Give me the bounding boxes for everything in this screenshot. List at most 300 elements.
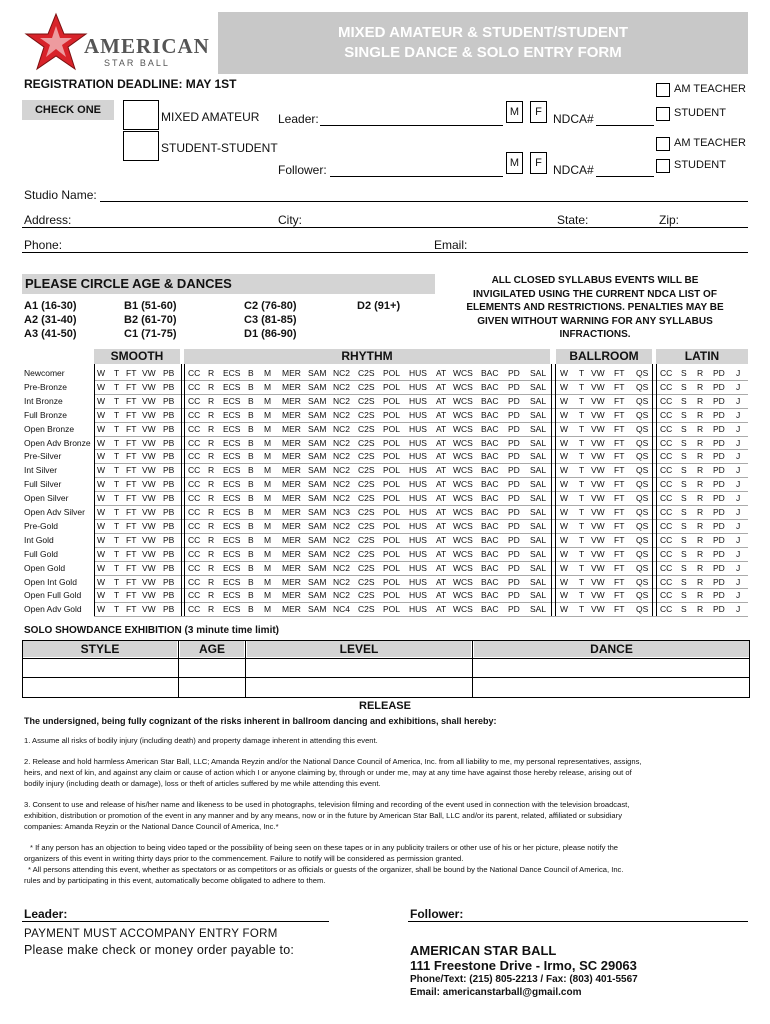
- ballroom-dance-option[interactable]: T: [579, 381, 585, 392]
- smooth-dance-option[interactable]: T: [114, 493, 120, 504]
- smooth-dance-option[interactable]: VW: [142, 409, 156, 420]
- smooth-dance-option[interactable]: T: [114, 437, 120, 448]
- rhythm-dance-option[interactable]: M: [264, 576, 272, 587]
- latin-dance-option[interactable]: R: [697, 548, 704, 559]
- rhythm-dance-option[interactable]: MER: [282, 423, 301, 434]
- smooth-dance-option[interactable]: FT: [126, 479, 137, 490]
- rhythm-dance-option[interactable]: NC2: [333, 381, 351, 392]
- rhythm-dance-option[interactable]: WCS: [453, 493, 473, 504]
- smooth-dance-option[interactable]: T: [114, 479, 120, 490]
- ballroom-dance-option[interactable]: W: [560, 507, 569, 517]
- ballroom-dance-option[interactable]: W: [560, 409, 569, 420]
- rhythm-dance-option[interactable]: POL: [383, 493, 401, 504]
- smooth-dance-option[interactable]: FT: [126, 437, 137, 448]
- rhythm-dance-option[interactable]: SAM: [308, 493, 327, 504]
- ballroom-dance-option[interactable]: VW: [591, 548, 605, 559]
- latin-dance-option[interactable]: PD: [713, 548, 725, 559]
- ballroom-dance-option[interactable]: VW: [591, 409, 605, 420]
- latin-dance-option[interactable]: PD: [713, 493, 725, 504]
- rhythm-dance-option[interactable]: SAM: [308, 507, 327, 517]
- rhythm-dance-option[interactable]: R: [208, 548, 215, 559]
- rhythm-dance-option[interactable]: CC: [188, 465, 201, 476]
- smooth-dance-option[interactable]: PB: [163, 381, 175, 392]
- smooth-dance-option[interactable]: T: [114, 451, 120, 462]
- rhythm-dance-option[interactable]: CC: [188, 604, 201, 615]
- rhythm-dance-option[interactable]: WCS: [453, 507, 473, 517]
- latin-dance-option[interactable]: R: [697, 451, 704, 462]
- rhythm-dance-option[interactable]: BAC: [481, 368, 499, 378]
- latin-dance-option[interactable]: CC: [660, 451, 673, 462]
- ballroom-dance-option[interactable]: W: [560, 520, 569, 531]
- rhythm-dance-option[interactable]: ECS: [223, 437, 241, 448]
- rhythm-dance-option[interactable]: M: [264, 590, 272, 601]
- latin-dance-option[interactable]: PD: [713, 381, 725, 392]
- latin-dance-option[interactable]: R: [697, 493, 704, 504]
- rhythm-dance-option[interactable]: PD: [508, 451, 520, 462]
- rhythm-dance-option[interactable]: B: [248, 576, 254, 587]
- ballroom-dance-option[interactable]: W: [560, 381, 569, 392]
- rhythm-dance-option[interactable]: R: [208, 409, 215, 420]
- latin-dance-option[interactable]: R: [697, 534, 704, 545]
- rhythm-dance-option[interactable]: BAC: [481, 507, 499, 517]
- latin-dance-option[interactable]: CC: [660, 368, 673, 378]
- rhythm-dance-option[interactable]: SAL: [530, 423, 547, 434]
- rhythm-dance-option[interactable]: POL: [383, 604, 401, 615]
- smooth-dance-option[interactable]: PB: [163, 465, 175, 476]
- rhythm-dance-option[interactable]: POL: [383, 368, 401, 378]
- rhythm-dance-option[interactable]: B: [248, 368, 254, 378]
- smooth-dance-option[interactable]: W: [97, 479, 106, 490]
- rhythm-dance-option[interactable]: C2S: [358, 548, 375, 559]
- rhythm-dance-option[interactable]: SAM: [308, 534, 327, 545]
- ballroom-dance-option[interactable]: W: [560, 576, 569, 587]
- ballroom-dance-option[interactable]: FT: [614, 507, 625, 517]
- smooth-dance-option[interactable]: W: [97, 507, 106, 517]
- age-a2[interactable]: A2 (31-40): [24, 314, 77, 326]
- smooth-dance-option[interactable]: PB: [163, 590, 175, 601]
- rhythm-dance-option[interactable]: ECS: [223, 590, 241, 601]
- rhythm-dance-option[interactable]: R: [208, 534, 215, 545]
- rhythm-dance-option[interactable]: C2S: [358, 562, 375, 573]
- ballroom-dance-option[interactable]: W: [560, 493, 569, 504]
- ballroom-dance-option[interactable]: T: [579, 423, 585, 434]
- smooth-dance-option[interactable]: FT: [126, 423, 137, 434]
- rhythm-dance-option[interactable]: C2S: [358, 465, 375, 476]
- rhythm-dance-option[interactable]: AT: [436, 562, 447, 573]
- smooth-dance-option[interactable]: FT: [126, 534, 137, 545]
- ballroom-dance-option[interactable]: QS: [636, 534, 649, 545]
- smooth-dance-option[interactable]: PB: [163, 534, 175, 545]
- latin-dance-option[interactable]: R: [697, 562, 704, 573]
- rhythm-dance-option[interactable]: AT: [436, 381, 447, 392]
- rhythm-dance-option[interactable]: M: [264, 465, 272, 476]
- rhythm-dance-option[interactable]: MER: [282, 465, 301, 476]
- ballroom-dance-option[interactable]: QS: [636, 507, 649, 517]
- rhythm-dance-option[interactable]: AT: [436, 576, 447, 587]
- latin-dance-option[interactable]: R: [697, 409, 704, 420]
- ballroom-dance-option[interactable]: W: [560, 604, 569, 615]
- rhythm-dance-option[interactable]: POL: [383, 465, 401, 476]
- rhythm-dance-option[interactable]: BAC: [481, 576, 499, 587]
- rhythm-dance-option[interactable]: M: [264, 409, 272, 420]
- rhythm-dance-option[interactable]: AT: [436, 368, 447, 378]
- rhythm-dance-option[interactable]: AT: [436, 590, 447, 601]
- smooth-dance-option[interactable]: W: [97, 520, 106, 531]
- age-b2[interactable]: B2 (61-70): [124, 314, 177, 326]
- latin-dance-option[interactable]: J: [736, 520, 741, 531]
- ballroom-dance-option[interactable]: T: [579, 465, 585, 476]
- sign-follower-line[interactable]: [408, 921, 748, 922]
- ballroom-dance-option[interactable]: QS: [636, 368, 649, 378]
- rhythm-dance-option[interactable]: M: [264, 437, 272, 448]
- latin-dance-option[interactable]: R: [697, 437, 704, 448]
- rhythm-dance-option[interactable]: CC: [188, 423, 201, 434]
- rhythm-dance-option[interactable]: M: [264, 368, 272, 378]
- smooth-dance-option[interactable]: W: [97, 437, 106, 448]
- rhythm-dance-option[interactable]: AT: [436, 465, 447, 476]
- ballroom-dance-option[interactable]: T: [579, 590, 585, 601]
- rhythm-dance-option[interactable]: M: [264, 423, 272, 434]
- rhythm-dance-option[interactable]: SAL: [530, 507, 547, 517]
- rhythm-dance-option[interactable]: CC: [188, 437, 201, 448]
- ballroom-dance-option[interactable]: QS: [636, 590, 649, 601]
- smooth-dance-option[interactable]: T: [114, 548, 120, 559]
- rhythm-dance-option[interactable]: B: [248, 534, 254, 545]
- smooth-dance-option[interactable]: PB: [163, 451, 175, 462]
- ballroom-dance-option[interactable]: QS: [636, 548, 649, 559]
- rhythm-dance-option[interactable]: SAM: [308, 465, 327, 476]
- smooth-dance-option[interactable]: T: [114, 604, 120, 615]
- smooth-dance-option[interactable]: FT: [126, 465, 137, 476]
- rhythm-dance-option[interactable]: B: [248, 548, 254, 559]
- smooth-dance-option[interactable]: W: [97, 465, 106, 476]
- rhythm-dance-option[interactable]: R: [208, 437, 215, 448]
- rhythm-dance-option[interactable]: BAC: [481, 465, 499, 476]
- rhythm-dance-option[interactable]: ECS: [223, 493, 241, 504]
- age-d2[interactable]: D2 (91+): [357, 300, 401, 312]
- rhythm-dance-option[interactable]: PD: [508, 381, 520, 392]
- rhythm-dance-option[interactable]: AT: [436, 534, 447, 545]
- rhythm-dance-option[interactable]: SAL: [530, 437, 547, 448]
- smooth-dance-option[interactable]: FT: [126, 520, 137, 531]
- rhythm-dance-option[interactable]: M: [264, 381, 272, 392]
- rhythm-dance-option[interactable]: SAM: [308, 479, 327, 490]
- ballroom-dance-option[interactable]: QS: [636, 423, 649, 434]
- ballroom-dance-option[interactable]: VW: [591, 493, 605, 504]
- ballroom-dance-option[interactable]: W: [560, 465, 569, 476]
- rhythm-dance-option[interactable]: C2S: [358, 520, 375, 531]
- smooth-dance-option[interactable]: VW: [142, 520, 156, 531]
- rhythm-dance-option[interactable]: CC: [188, 562, 201, 573]
- latin-dance-option[interactable]: J: [736, 423, 741, 434]
- rhythm-dance-option[interactable]: R: [208, 395, 215, 406]
- rhythm-dance-option[interactable]: MER: [282, 507, 301, 517]
- follower-m-box[interactable]: M: [506, 152, 523, 174]
- rhythm-dance-option[interactable]: PD: [508, 590, 520, 601]
- smooth-dance-option[interactable]: PB: [163, 395, 175, 406]
- rhythm-dance-option[interactable]: B: [248, 381, 254, 392]
- rhythm-dance-option[interactable]: BAC: [481, 395, 499, 406]
- ballroom-dance-option[interactable]: QS: [636, 479, 649, 490]
- rhythm-dance-option[interactable]: POL: [383, 381, 401, 392]
- rhythm-dance-option[interactable]: B: [248, 423, 254, 434]
- rhythm-dance-option[interactable]: ECS: [223, 395, 241, 406]
- ballroom-dance-option[interactable]: T: [579, 409, 585, 420]
- rhythm-dance-option[interactable]: SAL: [530, 451, 547, 462]
- rhythm-dance-option[interactable]: NC2: [333, 368, 351, 378]
- latin-dance-option[interactable]: J: [736, 437, 741, 448]
- smooth-dance-option[interactable]: FT: [126, 604, 137, 615]
- latin-dance-option[interactable]: R: [697, 423, 704, 434]
- rhythm-dance-option[interactable]: MER: [282, 479, 301, 490]
- rhythm-dance-option[interactable]: HUS: [409, 507, 427, 517]
- ballroom-dance-option[interactable]: QS: [636, 409, 649, 420]
- rhythm-dance-option[interactable]: NC2: [333, 493, 351, 504]
- rhythm-dance-option[interactable]: POL: [383, 437, 401, 448]
- smooth-dance-option[interactable]: T: [114, 534, 120, 545]
- ballroom-dance-option[interactable]: VW: [591, 381, 605, 392]
- rhythm-dance-option[interactable]: HUS: [409, 493, 427, 504]
- ballroom-dance-option[interactable]: VW: [591, 437, 605, 448]
- latin-dance-option[interactable]: S: [681, 465, 687, 476]
- ballroom-dance-option[interactable]: QS: [636, 576, 649, 587]
- ballroom-dance-option[interactable]: VW: [591, 562, 605, 573]
- latin-dance-option[interactable]: CC: [660, 395, 673, 406]
- rhythm-dance-option[interactable]: CC: [188, 479, 201, 490]
- rhythm-dance-option[interactable]: BAC: [481, 604, 499, 615]
- ballroom-dance-option[interactable]: W: [560, 368, 569, 378]
- ballroom-dance-option[interactable]: W: [560, 437, 569, 448]
- rhythm-dance-option[interactable]: PD: [508, 368, 520, 378]
- latin-dance-option[interactable]: CC: [660, 562, 673, 573]
- ballroom-dance-option[interactable]: W: [560, 479, 569, 490]
- rhythm-dance-option[interactable]: NC2: [333, 451, 351, 462]
- rhythm-dance-option[interactable]: HUS: [409, 520, 427, 531]
- latin-dance-option[interactable]: S: [681, 409, 687, 420]
- rhythm-dance-option[interactable]: M: [264, 493, 272, 504]
- smooth-dance-option[interactable]: T: [114, 576, 120, 587]
- latin-dance-option[interactable]: J: [736, 507, 741, 517]
- latin-dance-option[interactable]: R: [697, 368, 704, 378]
- rhythm-dance-option[interactable]: AT: [436, 548, 447, 559]
- rhythm-dance-option[interactable]: POL: [383, 562, 401, 573]
- address-line[interactable]: [22, 227, 748, 228]
- rhythm-dance-option[interactable]: WCS: [453, 409, 473, 420]
- rhythm-dance-option[interactable]: SAM: [308, 562, 327, 573]
- latin-dance-option[interactable]: S: [681, 548, 687, 559]
- rhythm-dance-option[interactable]: NC2: [333, 465, 351, 476]
- latin-dance-option[interactable]: CC: [660, 409, 673, 420]
- ballroom-dance-option[interactable]: QS: [636, 562, 649, 573]
- latin-dance-option[interactable]: PD: [713, 423, 725, 434]
- smooth-dance-option[interactable]: W: [97, 590, 106, 601]
- rhythm-dance-option[interactable]: C2S: [358, 590, 375, 601]
- rhythm-dance-option[interactable]: HUS: [409, 423, 427, 434]
- rhythm-dance-option[interactable]: B: [248, 590, 254, 601]
- rhythm-dance-option[interactable]: CC: [188, 534, 201, 545]
- rhythm-dance-option[interactable]: R: [208, 507, 215, 517]
- smooth-dance-option[interactable]: PB: [163, 493, 175, 504]
- rhythm-dance-option[interactable]: C2S: [358, 395, 375, 406]
- rhythm-dance-option[interactable]: SAL: [530, 520, 547, 531]
- ballroom-dance-option[interactable]: FT: [614, 395, 625, 406]
- latin-dance-option[interactable]: S: [681, 507, 687, 517]
- ballroom-dance-option[interactable]: T: [579, 507, 585, 517]
- smooth-dance-option[interactable]: PB: [163, 604, 175, 615]
- smooth-dance-option[interactable]: T: [114, 423, 120, 434]
- rhythm-dance-option[interactable]: AT: [436, 423, 447, 434]
- smooth-dance-option[interactable]: PB: [163, 368, 175, 378]
- rhythm-dance-option[interactable]: B: [248, 604, 254, 615]
- rhythm-dance-option[interactable]: ECS: [223, 534, 241, 545]
- latin-dance-option[interactable]: S: [681, 368, 687, 378]
- smooth-dance-option[interactable]: W: [97, 534, 106, 545]
- rhythm-dance-option[interactable]: ECS: [223, 381, 241, 392]
- ballroom-dance-option[interactable]: W: [560, 562, 569, 573]
- rhythm-dance-option[interactable]: M: [264, 562, 272, 573]
- ballroom-dance-option[interactable]: W: [560, 590, 569, 601]
- ballroom-dance-option[interactable]: FT: [614, 493, 625, 504]
- ballroom-dance-option[interactable]: QS: [636, 493, 649, 504]
- ballroom-dance-option[interactable]: FT: [614, 562, 625, 573]
- rhythm-dance-option[interactable]: NC2: [333, 548, 351, 559]
- smooth-dance-option[interactable]: VW: [142, 437, 156, 448]
- age-c3[interactable]: C3 (81-85): [244, 314, 297, 326]
- smooth-dance-option[interactable]: FT: [126, 368, 137, 378]
- latin-dance-option[interactable]: S: [681, 381, 687, 392]
- smooth-dance-option[interactable]: W: [97, 409, 106, 420]
- smooth-dance-option[interactable]: PB: [163, 409, 175, 420]
- rhythm-dance-option[interactable]: SAM: [308, 590, 327, 601]
- latin-dance-option[interactable]: R: [697, 604, 704, 615]
- rhythm-dance-option[interactable]: AT: [436, 479, 447, 490]
- rhythm-dance-option[interactable]: BAC: [481, 423, 499, 434]
- rhythm-dance-option[interactable]: POL: [383, 548, 401, 559]
- rhythm-dance-option[interactable]: HUS: [409, 562, 427, 573]
- studio-name-line[interactable]: [100, 201, 748, 202]
- rhythm-dance-option[interactable]: SAL: [530, 479, 547, 490]
- rhythm-dance-option[interactable]: SAM: [308, 576, 327, 587]
- ballroom-dance-option[interactable]: VW: [591, 534, 605, 545]
- rhythm-dance-option[interactable]: HUS: [409, 604, 427, 615]
- smooth-dance-option[interactable]: VW: [142, 507, 156, 517]
- latin-dance-option[interactable]: CC: [660, 548, 673, 559]
- rhythm-dance-option[interactable]: CC: [188, 451, 201, 462]
- rhythm-dance-option[interactable]: C2S: [358, 381, 375, 392]
- rhythm-dance-option[interactable]: SAM: [308, 604, 327, 615]
- rhythm-dance-option[interactable]: AT: [436, 604, 447, 615]
- ballroom-dance-option[interactable]: T: [579, 395, 585, 406]
- rhythm-dance-option[interactable]: POL: [383, 520, 401, 531]
- rhythm-dance-option[interactable]: ECS: [223, 479, 241, 490]
- ballroom-dance-option[interactable]: W: [560, 395, 569, 406]
- rhythm-dance-option[interactable]: POL: [383, 534, 401, 545]
- smooth-dance-option[interactable]: PB: [163, 576, 175, 587]
- rhythm-dance-option[interactable]: HUS: [409, 409, 427, 420]
- ballroom-dance-option[interactable]: VW: [591, 423, 605, 434]
- rhythm-dance-option[interactable]: WCS: [453, 437, 473, 448]
- latin-dance-option[interactable]: S: [681, 395, 687, 406]
- smooth-dance-option[interactable]: T: [114, 409, 120, 420]
- rhythm-dance-option[interactable]: CC: [188, 493, 201, 504]
- rhythm-dance-option[interactable]: MER: [282, 493, 301, 504]
- rhythm-dance-option[interactable]: C2S: [358, 507, 375, 517]
- ballroom-dance-option[interactable]: FT: [614, 409, 625, 420]
- rhythm-dance-option[interactable]: MER: [282, 548, 301, 559]
- smooth-dance-option[interactable]: FT: [126, 507, 137, 517]
- rhythm-dance-option[interactable]: WCS: [453, 368, 473, 378]
- rhythm-dance-option[interactable]: HUS: [409, 534, 427, 545]
- rhythm-dance-option[interactable]: SAL: [530, 548, 547, 559]
- ballroom-dance-option[interactable]: W: [560, 423, 569, 434]
- rhythm-dance-option[interactable]: HUS: [409, 437, 427, 448]
- rhythm-dance-option[interactable]: MER: [282, 590, 301, 601]
- rhythm-dance-option[interactable]: AT: [436, 395, 447, 406]
- rhythm-dance-option[interactable]: POL: [383, 395, 401, 406]
- latin-dance-option[interactable]: CC: [660, 479, 673, 490]
- latin-dance-option[interactable]: PD: [713, 368, 725, 378]
- ballroom-dance-option[interactable]: W: [560, 534, 569, 545]
- ballroom-dance-option[interactable]: QS: [636, 465, 649, 476]
- rhythm-dance-option[interactable]: HUS: [409, 381, 427, 392]
- ballroom-dance-option[interactable]: VW: [591, 465, 605, 476]
- ballroom-dance-option[interactable]: W: [560, 548, 569, 559]
- leader-student-checkbox[interactable]: [656, 107, 670, 121]
- ballroom-dance-option[interactable]: VW: [591, 520, 605, 531]
- latin-dance-option[interactable]: J: [736, 479, 741, 490]
- rhythm-dance-option[interactable]: C2S: [358, 368, 375, 378]
- smooth-dance-option[interactable]: W: [97, 423, 106, 434]
- rhythm-dance-option[interactable]: WCS: [453, 479, 473, 490]
- ballroom-dance-option[interactable]: VW: [591, 590, 605, 601]
- rhythm-dance-option[interactable]: SAM: [308, 520, 327, 531]
- smooth-dance-option[interactable]: VW: [142, 562, 156, 573]
- smooth-dance-option[interactable]: T: [114, 395, 120, 406]
- rhythm-dance-option[interactable]: SAL: [530, 562, 547, 573]
- rhythm-dance-option[interactable]: PD: [508, 479, 520, 490]
- rhythm-dance-option[interactable]: WCS: [453, 381, 473, 392]
- rhythm-dance-option[interactable]: M: [264, 534, 272, 545]
- rhythm-dance-option[interactable]: POL: [383, 451, 401, 462]
- latin-dance-option[interactable]: PD: [713, 576, 725, 587]
- latin-dance-option[interactable]: J: [736, 409, 741, 420]
- rhythm-dance-option[interactable]: B: [248, 451, 254, 462]
- rhythm-dance-option[interactable]: SAM: [308, 423, 327, 434]
- latin-dance-option[interactable]: R: [697, 381, 704, 392]
- latin-dance-option[interactable]: R: [697, 395, 704, 406]
- smooth-dance-option[interactable]: W: [97, 493, 106, 504]
- leader-f-box[interactable]: F: [530, 101, 547, 123]
- ballroom-dance-option[interactable]: T: [579, 520, 585, 531]
- smooth-dance-option[interactable]: W: [97, 548, 106, 559]
- rhythm-dance-option[interactable]: R: [208, 493, 215, 504]
- age-d1[interactable]: D1 (86-90): [244, 328, 297, 340]
- rhythm-dance-option[interactable]: M: [264, 520, 272, 531]
- rhythm-dance-option[interactable]: PD: [508, 395, 520, 406]
- smooth-dance-option[interactable]: FT: [126, 590, 137, 601]
- rhythm-dance-option[interactable]: CC: [188, 381, 201, 392]
- rhythm-dance-option[interactable]: POL: [383, 423, 401, 434]
- leader-m-box[interactable]: M: [506, 101, 523, 123]
- ballroom-dance-option[interactable]: T: [579, 534, 585, 545]
- rhythm-dance-option[interactable]: BAC: [481, 590, 499, 601]
- rhythm-dance-option[interactable]: MER: [282, 451, 301, 462]
- rhythm-dance-option[interactable]: C2S: [358, 437, 375, 448]
- latin-dance-option[interactable]: CC: [660, 520, 673, 531]
- latin-dance-option[interactable]: CC: [660, 423, 673, 434]
- rhythm-dance-option[interactable]: R: [208, 368, 215, 378]
- smooth-dance-option[interactable]: T: [114, 381, 120, 392]
